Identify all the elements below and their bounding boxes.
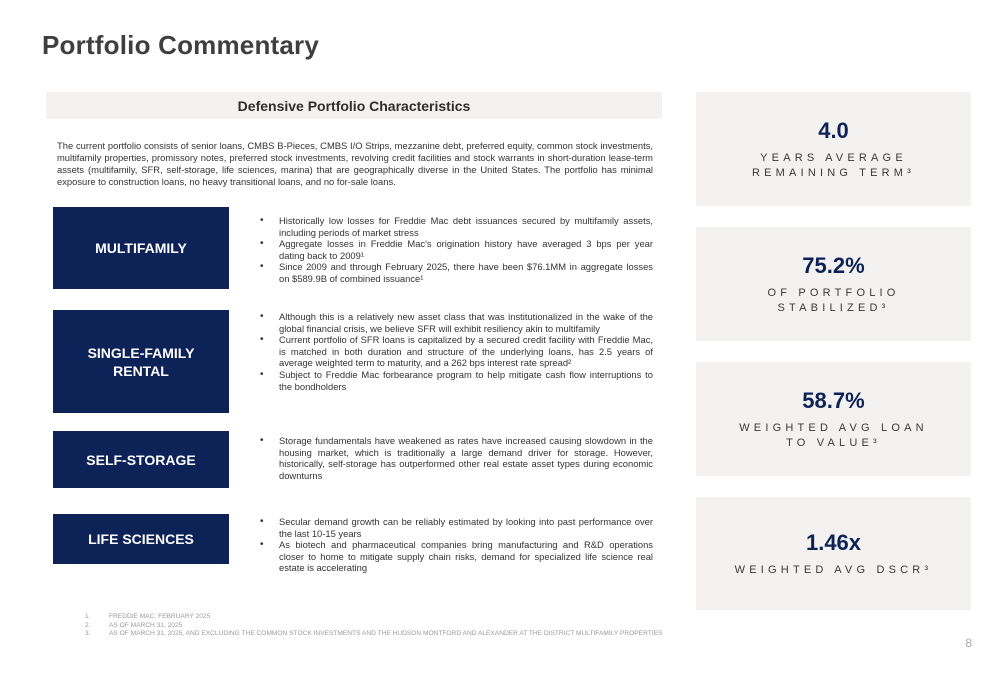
- bullet-item: • Current portfolio of SFR loans is capitalized by a secured credit facility with Freddie Mac, is matched in both duration and structure of the underlying loans, has 2.5 years of average weighted term to maturity, and a 262 bps interest rate spread²: [260, 334, 653, 369]
- footnote-text: FREDDIE MAC; FEBRUARY 2025: [109, 613, 211, 620]
- bullets-life-sciences: [260, 516, 653, 574]
- category-label-text: LIFE SCIENCES: [88, 531, 194, 547]
- footnote-number: 2.: [85, 621, 91, 629]
- stat-value: 1.46x: [805, 529, 862, 555]
- bullet-item: • Since 2009 and through February 2025, there have been $76.1MM in aggregate losses on $589.9B of combined issuance¹: [260, 261, 653, 284]
- category-label-single-family-rental: [53, 310, 229, 413]
- bullet-item: • Historically low losses for Freddie Mac debt issuances secured by multifamily assets, including periods of market stress: [260, 215, 653, 238]
- bullet-item: • Aggregate losses in Freddie Mac's origination history have averaged 3 bps per year dating back to 2009¹: [260, 238, 653, 261]
- bullets-self-storage: [260, 435, 653, 481]
- footnote: [85, 622, 662, 631]
- category-label-self-storage: [53, 431, 229, 488]
- stat-label-line: STABILIZED³: [777, 301, 890, 314]
- stat-label-line: WEIGHTED AVG DSCR³: [734, 563, 933, 576]
- stat-card-stabilized: [696, 227, 971, 341]
- footnotes: [85, 613, 662, 639]
- footnote-number: 3.: [85, 630, 91, 638]
- bullet-item: • Subject to Freddie Mac forbearance program to help mitigate cash flow interruptions to the bondholders: [260, 369, 653, 392]
- stat-label-line: REMAINING TERM³: [751, 166, 916, 179]
- stat-label-line: OF PORTFOLIO: [767, 286, 900, 299]
- category-label-text: MULTIFAMILY: [95, 240, 187, 256]
- page-number: 8: [965, 636, 972, 650]
- intro-paragraph: The current portfolio consists of senior loans, CMBS B-Pieces, CMBS I/O Strips, mezzanine debt, preferred equity, common stock investments, multifamily properties, promissory notes, preferred stock investments, revolving credit facilities and stock warrants in short-duration lease-term assets (multifamily, SFR, self-storage, life sciences, marina) that are geographically diverse in the United States. The portfolio has minimal exposure to construction loans, no heavy transitional loans, and no for-sale loans.: [57, 140, 653, 187]
- stat-value: 75.2%: [802, 252, 865, 278]
- category-label-life-sciences: [53, 514, 229, 564]
- category-label-text: SINGLE-FAMILY RENTAL: [87, 344, 195, 379]
- page-title: Portfolio Commentary: [42, 30, 320, 60]
- bullet-item: • As biotech and pharmaceutical companies bring manufacturing and R&D operations closer to home to mitigate supply chain risks, demand for specialized life science real estate is accelerating: [260, 539, 653, 574]
- stat-card-remaining-term: [696, 92, 971, 206]
- footnote-text: AS OF MARCH 31, 2025, AND EXCLUDING THE COMMON STOCK INVESTMENTS AND THE HUDSON MONTFORD AND ALEXANDER AT THE DISTRICT MULTIFAMILY PROPERTIES: [109, 630, 663, 638]
- bullet-item: • Although this is a relatively new asset class that was institutionalized in the wake of the global financial crisis, we believe SFR will exhibit resiliency akin to multifamily: [260, 311, 653, 334]
- stat-card-loan-to-value: [696, 362, 971, 476]
- stat-value: 58.7%: [802, 387, 865, 413]
- category-label-text: SELF-STORAGE: [86, 451, 196, 468]
- footnote-number: 1.: [85, 613, 91, 620]
- section-header: Defensive Portfolio Characteristics: [46, 92, 662, 119]
- bullets-single-family-rental: [260, 311, 653, 392]
- footnote-text: AS OF MARCH 31, 2025: [109, 621, 183, 629]
- stat-value: 4.0: [818, 117, 849, 143]
- bullets-multifamily: [260, 215, 653, 285]
- stat-label-line: WEIGHTED AVG LOAN: [739, 421, 928, 434]
- stat-label-line: YEARS AVERAGE: [760, 151, 907, 164]
- stat-card-dscr: [696, 497, 971, 610]
- stat-label-line: TO VALUE³: [786, 436, 881, 449]
- bullet-item: • Secular demand growth can be reliably estimated by looking into past performance over the last 10-15 years: [260, 516, 653, 539]
- category-label-multifamily: [53, 207, 229, 289]
- bullet-item: • Storage fundamentals have weakened as rates have increased causing slowdown in the housing market, which is traditionally a large demand driver for storage. However, historically, self-storage has outperformed other real estate asset types during economic downturns: [260, 435, 653, 481]
- footnote: [85, 630, 662, 639]
- footnote: [85, 613, 662, 622]
